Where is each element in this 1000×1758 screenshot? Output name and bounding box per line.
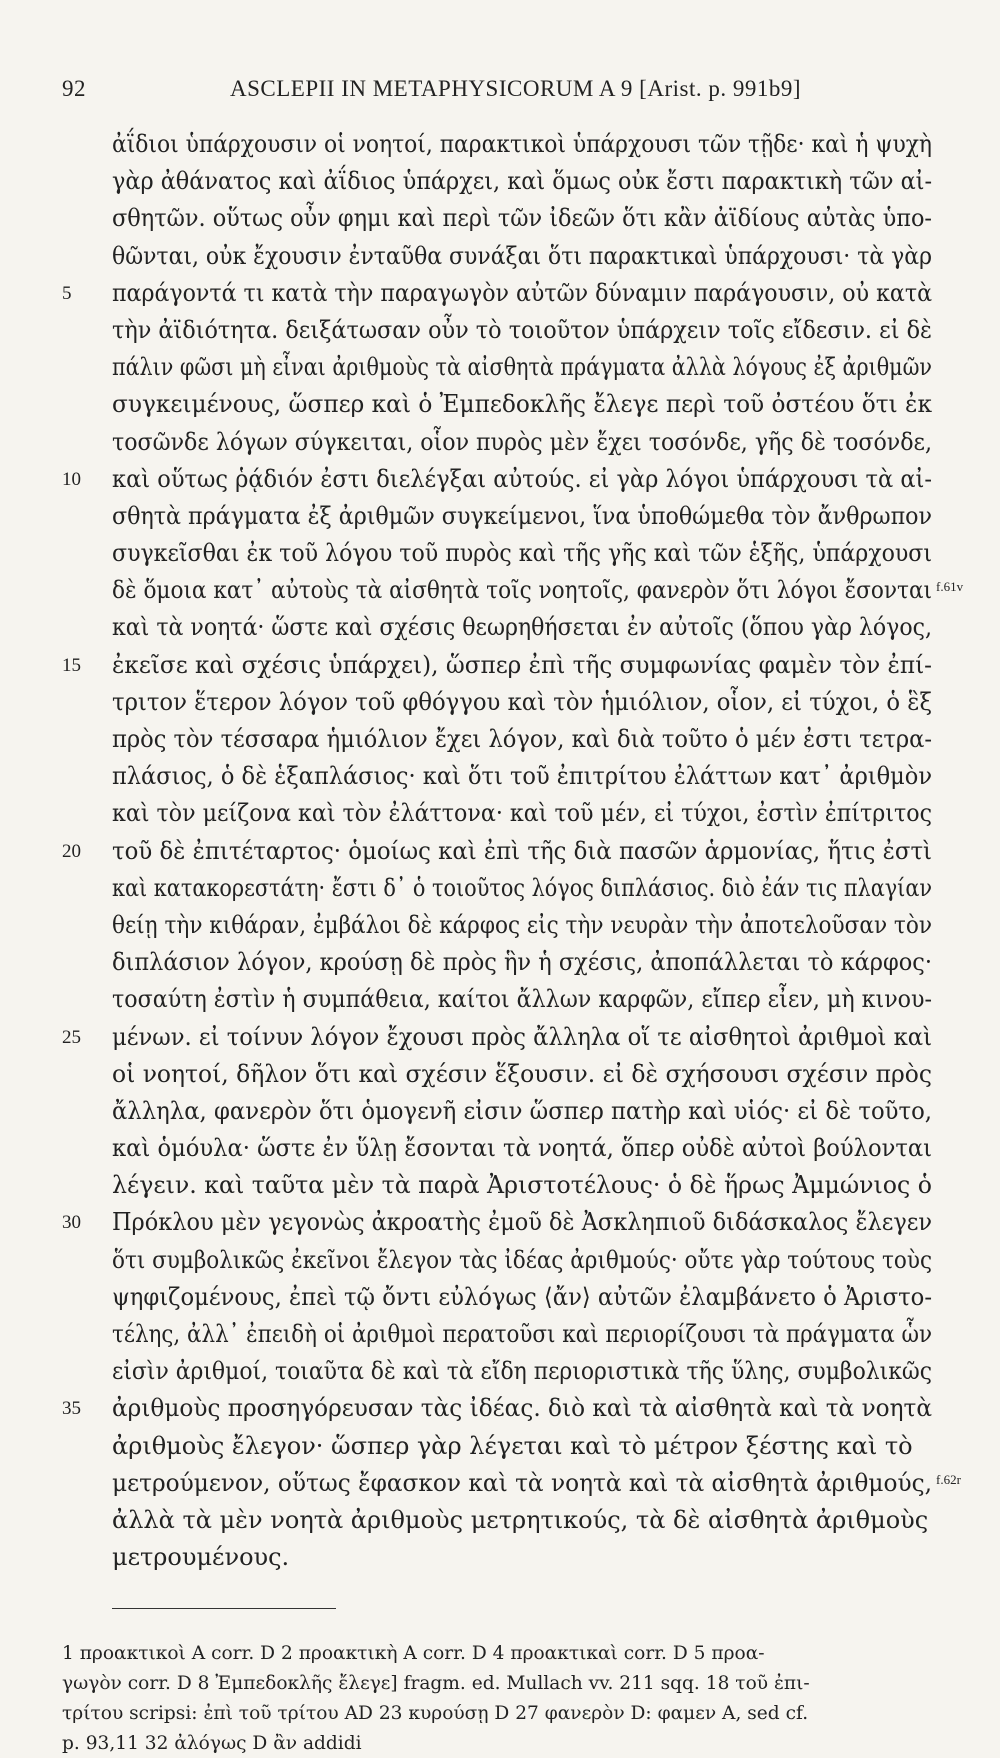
text-line [62, 1130, 952, 1167]
line-text: πλάσιος, ὁ δὲ ἑξαπλάσιος· καὶ ὅτι τοῦ ἐπιτρίτου ἐλάττων κατ᾽ ἀριθμὸν [112, 762, 932, 791]
footnotes [62, 1638, 962, 1758]
line-text: ἐκεῖσε καὶ σχέσις ὑπάρχει), ὥσπερ ἐπὶ τῆς συμφωνίας φαμὲν τὸν ἐπί- [112, 650, 932, 679]
line-text: τέλης, ἀλλ᾽ ἐπειδὴ οἱ ἀριθμοὶ περατοῦσι καὶ περιορίζουσι τὰ πράγματα ὧν [112, 1320, 932, 1348]
line-text: δὲ ὅμοια κατ᾽ αὐτοὺς τὰ αἰσθητὰ τοῖς νοητοῖς, φανερὸν ὅτι λόγοι ἔσονται [112, 576, 932, 605]
line-text: ἀλλὰ τὰ μὲν νοητὰ ἀριθμοὺς μετρητικούς, τὰ δὲ αἰσθητὰ ἀριθμοὺς [112, 1505, 929, 1534]
header-title: ASCLEPII IN METAPHYSICORUM A 9 [Arist. p. 991b9] [230, 76, 801, 101]
text-line [62, 1465, 961, 1502]
text-line [62, 386, 952, 423]
footnote-rule [112, 1608, 336, 1609]
line-number: 25 [62, 1026, 81, 1048]
line-text: τὴν ἀϊδιότητα. δειξάτωσαν οὖν τὸ τοιοῦτον ὑπάρχειν τοῖς εἴδεσιν. εἰ δὲ [112, 315, 932, 344]
footnote-line: γωγὸν corr. D 8 Ἐμπεδοκλῆς ἔλεγε] fragm. ed. Mullach vv. 211 sqq. 18 τοῦ ἐπι- [62, 1672, 810, 1694]
text-line [62, 981, 952, 1018]
line-text: τοσαύτη ἐστὶν ἡ συμπάθεια, καίτοι ἄλλων καρφῶν, εἴπερ εἶεν, μὴ κινου- [112, 985, 932, 1014]
text-line [62, 1539, 952, 1576]
line-text: ψηφιζομένους, ἐπεὶ τῷ ὄντι εὐλόγως ⟨ἄν⟩ αὐτῶν ἐλαμβάνετο ὁ Ἀριστο- [112, 1282, 932, 1311]
text-line [62, 907, 952, 944]
line-text: συγκειμένους, ὥσπερ καὶ ὁ Ἐμπεδοκλῆς ἔλεγε περὶ τοῦ ὀστέου ὅτι ἐκ [112, 390, 932, 419]
line-text: τοῦ δὲ ἐπιτέταρτος· ὁμοίως καὶ ἐπὶ τῆς διὰ πασῶν ἁρμονίας, ἥτις ἐστὶ [112, 836, 932, 865]
line-text: θῶνται, οὐκ ἔχουσιν ἐνταῦθα συνάξαι ὅτι παρακτικαὶ ὑπάρχουσι· τὰ γὰρ [112, 241, 932, 270]
text-line [62, 1428, 952, 1465]
footnote-line: τρίτου scripsi: ἐπὶ τοῦ τρίτου AD 23 κυρούσῃ D 27 φανερὸν D: φαμεν A, sed cf. [62, 1702, 809, 1724]
line-text: ἀΐδιοι ὑπάρχουσιν οἱ νοητοί, παρακτικοὶ ὑπάρχουσι τῶν τῇδε· καὶ ἡ ψυχὴ [112, 130, 932, 158]
text-line [62, 758, 952, 795]
line-text: καὶ τὸν μείζονα καὶ τὸν ἐλάττονα· καὶ τοῦ μέν, εἰ τύχοι, ἐστὶν ἐπίτριτος [112, 799, 932, 828]
text-line [62, 870, 952, 907]
text-line [62, 609, 952, 646]
line-number: 35 [62, 1398, 81, 1420]
line-text: παράγοντά τι κατὰ τὴν παραγωγὸν αὐτῶν δύναμιν παράγουσιν, οὐ κατὰ [112, 278, 932, 307]
line-text: πρὸς τὸν τέσσαρα ἡμιόλιον ἔχει λόγον, καὶ διὰ τοῦτο ὁ μέν ἐστι τετρα- [112, 725, 932, 753]
text-line [62, 684, 952, 721]
line-text: συγκεῖσθαι ἐκ τοῦ λόγου τοῦ πυρὸς καὶ τῆς γῆς καὶ τῶν ἑξῆς, ὑπάρχουσι [112, 539, 932, 568]
text-line [62, 1390, 952, 1427]
line-text: ἀριθμοὺς ἔλεγον· ὥσπερ γὰρ λέγεται καὶ τὸ μέτρον ξέστης καὶ τὸ [112, 1431, 913, 1460]
text-line [62, 1279, 952, 1316]
line-number: 30 [62, 1212, 81, 1234]
line-text: εἰσὶν ἀριθμοί, τοιαῦτα δὲ καὶ τὰ εἴδη περιοριστικὰ τῆς ὕλης, συμβολικῶς [112, 1357, 932, 1386]
text-line [62, 535, 952, 572]
folio-marker: f.61v [936, 579, 964, 595]
line-text: καὶ οὕτως ῥᾴδιόν ἐστι διελέγξαι αὐτούς. εἰ γὰρ λόγοι ὑπάρχουσι τὰ αἰ- [112, 464, 932, 493]
text-line [62, 126, 952, 163]
line-text: θείῃ τὴν κιθάραν, ἐμβάλοι δὲ κάρφος εἰς τὴν νευρὰν τὴν ἀποτελοῦσαν τὸν [112, 910, 932, 939]
line-text: καὶ κατακορεστάτη· ἔστι δ᾽ ὁ τοιοῦτος λόγος διπλάσιος. διὸ ἐάν τις πλαγίαν [112, 873, 932, 902]
line-text: σθητῶν. οὕτως οὖν φημι καὶ περὶ τῶν ἰδεῶν ὅτι κἂν ἀϊδίους αὐτὰς ὑπο- [112, 204, 932, 233]
line-text: διπλάσιον λόγον, κρούσῃ δὲ πρὸς ἣν ἡ σχέσις, ἀποπάλλεται τὸ κάρφος· [112, 948, 932, 977]
text-line [62, 1242, 952, 1279]
line-text: πάλιν φῶσι μὴ εἶναι ἀριθμοὺς τὰ αἰσθητὰ πράγματα ἀλλὰ λόγους ἐξ ἀριθμῶν [112, 353, 932, 382]
text-line [62, 1056, 952, 1093]
line-number: 10 [62, 468, 81, 490]
text-line [62, 721, 952, 758]
text-line [62, 795, 952, 832]
footnote-line: 1 προακτικοὶ A corr. D 2 προακτικὴ A corr. D 4 προακτικαὶ corr. D 5 προα- [62, 1642, 765, 1664]
text-line [62, 498, 952, 535]
text-line [62, 944, 952, 981]
line-text: σθητὰ πράγματα ἐξ ἀριθμῶν συγκείμενοι, ἵνα ὑποθώμεθα τὸν ἄνθρωπον [112, 501, 932, 530]
line-text: ὅτι συμβολικῶς ἐκεῖνοι ἔλεγον τὰς ἰδέας ἀριθμούς· οὔτε γὰρ τούτους τοὺς [112, 1245, 932, 1274]
text-line [62, 461, 952, 498]
text-line [62, 275, 952, 312]
main-text [62, 126, 964, 1576]
line-text: οἱ νοητοί, δῆλον ὅτι καὶ σχέσιν ἕξουσιν. εἰ δὲ σχήσουσι σχέσιν πρὸς [112, 1059, 932, 1088]
text-line [62, 312, 952, 349]
text-line [62, 572, 964, 609]
line-text: μετρουμένους. [112, 1543, 290, 1572]
line-number: 15 [62, 654, 81, 676]
text-line [62, 1167, 952, 1204]
line-text: Πρόκλου μὲν γεγονὼς ἀκροατὴς ἐμοῦ δὲ Ἀσκληπιοῦ διδάσκαλος ἔλεγεν [112, 1208, 932, 1237]
line-text: καὶ τὰ νοητά· ὥστε καὶ σχέσις θεωρηθήσεται ἐν αὐτοῖς (ὅπου γὰρ λόγος, [112, 613, 932, 642]
text-line [62, 1204, 952, 1241]
text-line [62, 163, 952, 200]
line-text: καὶ ὁμόυλα· ὥστε ἐν ὕλῃ ἔσονται τὰ νοητά, ὅπερ οὐδὲ αὐτοὶ βούλονται [112, 1134, 932, 1163]
text-line [62, 200, 952, 237]
text-line [62, 349, 952, 386]
line-text: γὰρ ἀθάνατος καὶ ἀΐδιος ὑπάρχει, καὶ ὅμως οὐκ ἔστι παρακτικὴ τῶν αἰ- [112, 167, 932, 196]
line-text: ἀριθμοὺς προσηγόρευσαν τὰς ἰδέας. διὸ καὶ τὰ αἰσθητὰ καὶ τὰ νοητὰ [112, 1394, 932, 1423]
line-number: 20 [62, 840, 81, 862]
line-text: τριτον ἕτερον λόγον τοῦ φθόγγου καὶ τὸν ἡμιόλιον, οἷον, εἰ τύχοι, ὁ ἓξ [112, 687, 932, 716]
text-line [62, 1316, 952, 1353]
text-line [62, 1502, 952, 1539]
text-line [62, 1093, 952, 1130]
line-text: μετρούμενον, οὕτως ἔφασκον καὶ τὰ νοητὰ καὶ τὰ αἰσθητὰ ἀριθμούς, [112, 1468, 932, 1497]
text-line [62, 647, 952, 684]
text-line [62, 424, 952, 461]
text-line [62, 238, 952, 275]
text-line [62, 1019, 952, 1056]
line-text: τοσῶνδε λόγων σύγκειται, οἷον πυρὸς μὲν ἔχει τοσόνδε, γῆς δὲ τοσόνδε, [112, 427, 932, 456]
line-number: 5 [62, 282, 72, 304]
folio-marker: f.62r [936, 1471, 961, 1487]
line-text: μένων. εἰ τοίνυν λόγον ἔχουσι πρὸς ἄλληλα οἵ τε αἰσθητοὶ ἀριθμοὶ καὶ [112, 1022, 932, 1051]
page-number: 92 [62, 76, 86, 101]
line-text: ἄλληλα, φανερὸν ὅτι ὁμογενῆ εἰσιν ὥσπερ πατὴρ καὶ υἱός· εἰ δὲ τοῦτο, [112, 1096, 932, 1125]
text-line [62, 833, 952, 870]
footnote-line: p. 93,11 32 ἀλόγως D ἂν addidi [62, 1732, 362, 1754]
line-text: λέγειν. καὶ ταῦτα μὲν τὰ παρὰ Ἀριστοτέλους· ὁ δὲ ἥρως Ἀμμώνιος ὁ [112, 1171, 932, 1200]
text-line [62, 1353, 952, 1390]
